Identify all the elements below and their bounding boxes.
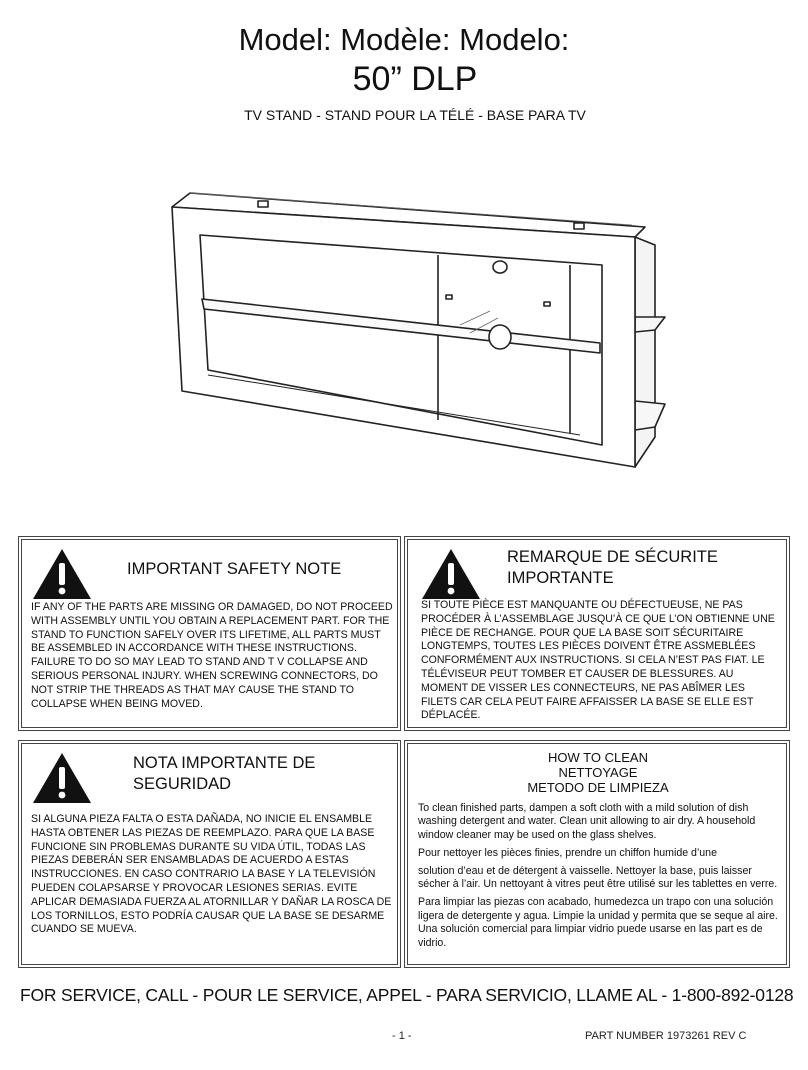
page-number: - 1 - [392, 1030, 412, 1042]
safety-note-fr [404, 536, 790, 731]
service-phone-line: FOR SERVICE, CALL - POUR LE SERVICE, APPEL - PARA SERVICIO, LLAME AL - 1-800-892-0128 [20, 985, 794, 1005]
safety-heading-fr: REMARQUE DE SÉCURITE IMPORTANTE [507, 548, 718, 587]
cleaning-text-en: To clean finished parts, dampen a soft cloth with a mild solution of dish washing detergent and water. Clean unit allowing to air dry. A household window cleaner may be used on the glass shelves. [418, 802, 756, 841]
cleaning-text-fr-2: solution d’eau et de détergent à vaisselle. Nettoyer la base, puis laisser sécher à l’air. Un nettoyant à vitres peut être utilisé sur les tablettes en verre. [418, 864, 778, 891]
cleaning-text-fr-1: Pour nettoyer les pièces finies, prendre un chiffon humide d’une [418, 847, 717, 860]
warning-icon [31, 547, 93, 601]
product-subtitle: TV STAND - STAND POUR LA TÉLÉ - BASE PARA TV [244, 107, 586, 123]
cleaning-text [418, 802, 780, 955]
cleaning-instructions [404, 740, 790, 968]
model-name: 50” DLP [352, 60, 478, 98]
cleaning-title-es: METODO DE LIMPIEZA [527, 780, 669, 795]
safety-body-en: IF ANY OF THE PARTS ARE MISSING OR DAMAGED, DO NOT PROCEED WITH ASSEMBLY UNTIL YOU OBTAIN A REPLACEMENT PART. FOR THE STAND TO FUNCTION SAFELY OVER ITS LIFETIME, ALL PARTS MUST BE ASSEMBLED IN ACCORDANCE WITH THESE INSTRUCTIONS. FAILURE TO DO SO MAY LEAD TO STAND AND T V COLLAPSE AND SERIOUS PERSONAL INJURY. WHEN SCREWING CONNECTORS, DO NOT STRIP THE THREADS AS THAT MAY CAUSE THE STAND TO COLLAPSE WHEN BEING MOVED. [31, 601, 393, 710]
safety-body-es: SI ALGUNA PIEZA FALTA O ESTA DAÑADA, NO INICIE EL ENSAMBLE HASTA OBTENER LAS PIEZAS DE REEMPLAZO. PARA QUE LA BASE FUNCIONE SIN PROBLEMAS DURANTE SU VIDA ÚTIL, TODAS LAS PIEZAS DEBERÁN SER ENSAMBLADAS DE ACUERDO A ESTAS INSTRUCCIONES. EN CASO CONTRARIO LA BASE Y LA TELEVISIÓN PUEDEN COLAPSARSE Y PROVOCAR LESIONES SERIAS. EVITE APLICAR DEMASIADA FUERZA AL ATORNILLAR Y DAÑAR LA ROSCA DE LOS TORNILLOS, ESTO PODRÍA CAUSAR QUE LA BASE SE DESARME CUANDO SE MUEVA. [31, 813, 392, 936]
safety-note-en [18, 536, 401, 731]
cleaning-title-en: HOW TO CLEAN [548, 750, 648, 765]
safety-heading-en: IMPORTANT SAFETY NOTE [127, 560, 342, 578]
cleaning-text-es: Para limpiar las piezas con acabado, humedezca un trapo con una solución ligera de detergente y agua. Limpie la unidad y permita que se seque al aire. Una solución comercial para limpiar vidrio puede usarse en las part es de vidrio. [418, 896, 778, 949]
safety-note-es [18, 740, 401, 968]
safety-body-fr: SI TOUTE PIÈCE EST MANQUANTE OU DÉFECTUEUSE, NE PAS PROCÉDER À L’ASSEMBLAGE JUSQU’À CE QUE L’ON OBTIENNE UNE PIÈCE DE RECHANGE. POUR QUE LA BASE SOIT SÉCURITAIRE LONGTEMPS, TOUTES LES PIÈCES DOIVENT ÊTRE ASSMEBLÉES CONFORMÉMENT AUX INSTRUCTIONS. SI CELA N’EST PAS FIAT. LE TÉLÉVISEUR PEUT TOMBER ET CAUSER DE BLESSURES. AU MOMENT DE VISSER LES CONNECTEURS, NE PAS ABÎMER LES FILETS CAR CELA PEUT FAIRE AFFAISSER LA BASE SE ELLE EST DÉPLACÉE. [421, 599, 775, 722]
warning-icon [420, 547, 482, 601]
cleaning-title-fr: NETTOYAGE [558, 765, 638, 780]
safety-heading-es: NOTA IMPORTANTE DE SEGURIDAD [133, 754, 316, 793]
part-number: PART NUMBER 1973261 REV C [585, 1030, 747, 1042]
tv-stand-illustration [160, 185, 670, 475]
model-label: Model: Modèle: Modelo: [238, 22, 570, 57]
warning-icon [31, 751, 93, 805]
